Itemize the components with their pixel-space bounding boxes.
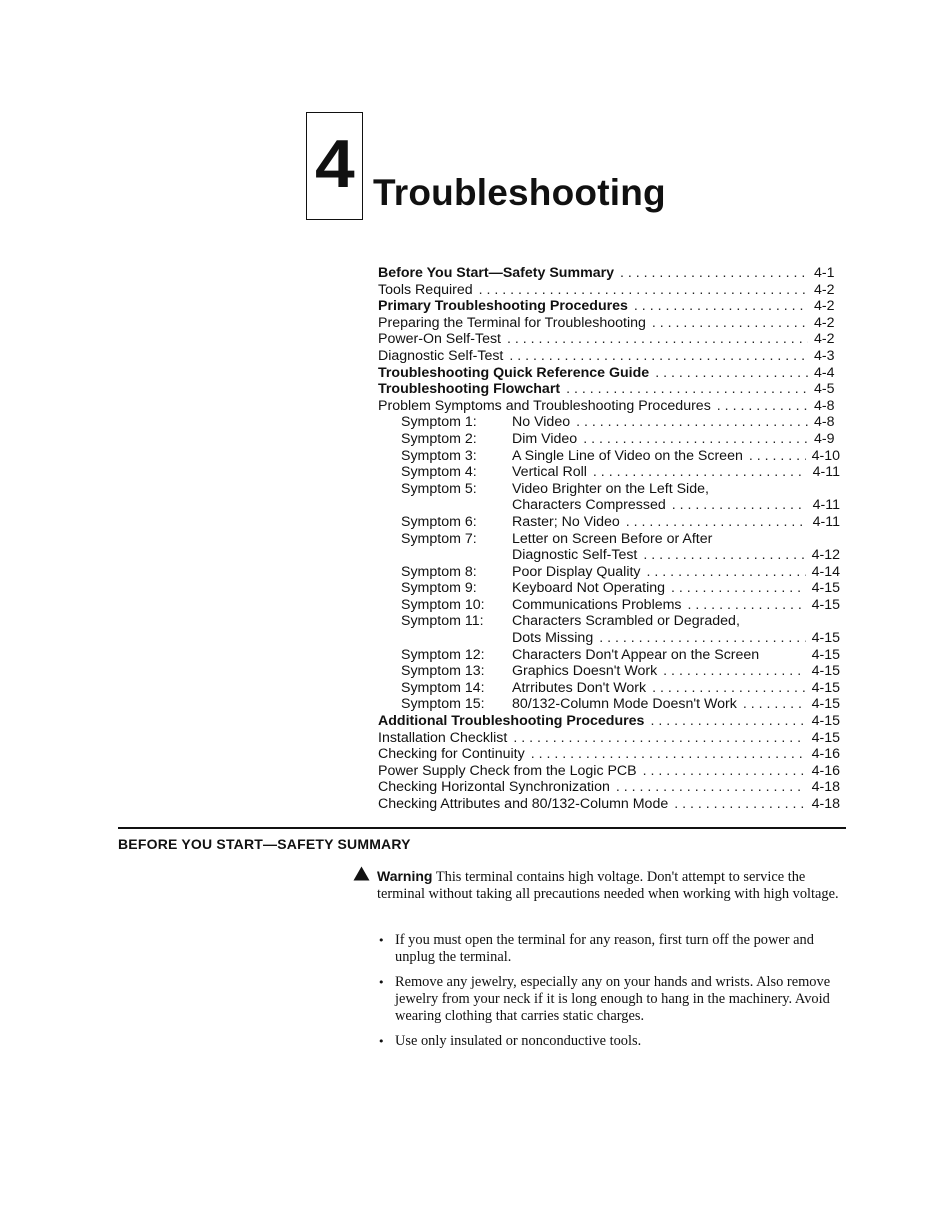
chapter-number-box [306, 112, 363, 220]
list-item: • If you must open the terminal for any reason, first turn off the power and unplug the terminal. [378, 932, 814, 965]
toc-row [378, 348, 840, 365]
toc-page-number: 4-8 [814, 397, 835, 414]
toc-symptom-label: Symptom 10: [401, 596, 485, 613]
toc-symptom-label: Symptom 12: [401, 646, 485, 663]
toc-entry-text: Diagnostic Self-Test [378, 347, 504, 364]
toc-entry-text: Vertical Roll [512, 464, 587, 481]
toc-page-number: 4-16 [811, 746, 840, 763]
toc-page-number: 4-11 [812, 497, 840, 514]
toc-page-number: 4-10 [811, 447, 840, 464]
toc-leader-dots [717, 398, 808, 415]
toc-symptom-label: Symptom 2: [401, 430, 477, 447]
toc-entry-text: Dim Video [512, 430, 578, 447]
toc-page-number: 4-15 [811, 580, 840, 597]
toc-symptom-label: Symptom 14: [401, 679, 485, 696]
toc-row [378, 448, 840, 465]
toc-entry-text: Checking Horizontal Synchronization [378, 779, 610, 796]
toc-entry-text: Additional Troubleshooting Procedures [378, 713, 645, 730]
chapter-title: Troubleshooting [373, 172, 666, 213]
toc-leader-dots [479, 282, 808, 299]
toc-entry-text: Characters Don't Appear on the Screen [512, 646, 760, 663]
toc-entry-text: 80/132-Column Mode Doesn't Work [512, 696, 737, 713]
toc-page-number: 4-5 [814, 381, 835, 398]
toc-page-number: 4-16 [811, 762, 840, 779]
toc-row [378, 680, 840, 697]
toc-leader-dots [674, 796, 805, 813]
warning-triangle-icon [353, 866, 370, 881]
toc-leader-dots [513, 730, 805, 747]
toc-row [378, 630, 840, 647]
toc-row [378, 763, 840, 780]
toc-leader-dots [507, 331, 808, 348]
toc-page-number: 4-12 [811, 547, 840, 564]
table-of-contents [378, 265, 840, 813]
toc-row [378, 613, 840, 630]
toc-page-number: 4-15 [811, 596, 840, 613]
toc-entry-text: Troubleshooting Flowchart [378, 381, 561, 398]
toc-row [378, 713, 840, 730]
toc-entry-text: Problem Symptoms and Troubleshooting Procedures [378, 397, 711, 414]
toc-page-number: 4-11 [812, 464, 840, 481]
toc-page-number: 4-9 [814, 430, 835, 447]
toc-entry-text: Before You Start—Safety Summary [378, 265, 615, 281]
toc-page-number: 4-15 [811, 630, 840, 647]
toc-row [378, 497, 840, 514]
toc-leader-dots [652, 315, 808, 332]
toc-leader-dots [655, 365, 808, 382]
toc-row [378, 331, 840, 348]
toc-row [378, 779, 840, 796]
warning-paragraph [377, 868, 842, 903]
toc-row [378, 282, 840, 299]
toc-row [378, 265, 840, 282]
toc-row [378, 464, 840, 481]
toc-entry-text: Poor Display Quality [512, 563, 641, 580]
toc-entry-text: Characters Compressed [512, 497, 666, 514]
toc-row [378, 531, 840, 548]
section-heading: BEFORE YOU START—SAFETY SUMMARY [118, 836, 411, 852]
toc-row [378, 547, 840, 564]
toc-row [378, 398, 840, 415]
toc-page-number: 4-15 [811, 646, 840, 663]
toc-leader-dots [671, 580, 806, 597]
toc-symptom-label: Symptom 7: [401, 530, 477, 547]
warning-text: This terminal contains high voltage. Don't attempt to service the terminal without taking all precautions needed when working with high voltage. [377, 869, 839, 902]
toc-page-number: 4-14 [811, 563, 840, 580]
toc-page-number: 4-1 [814, 265, 835, 281]
toc-entry-text: Diagnostic Self-Test [512, 547, 638, 564]
toc-leader-dots [616, 779, 806, 796]
toc-symptom-label: Symptom 3: [401, 447, 477, 464]
toc-entry-text: No Video [512, 414, 571, 431]
toc-row [378, 647, 840, 664]
toc-entry-text: Communications Problems [512, 596, 682, 613]
toc-entry-text: A Single Line of Video on the Screen [512, 447, 743, 464]
toc-page-number: 4-2 [814, 331, 835, 348]
toc-entry-text: Checking Attributes and 80/132-Column Mode [378, 796, 669, 812]
toc-row [378, 696, 840, 713]
toc-row [378, 481, 840, 498]
warning-label: Warning [377, 868, 433, 884]
toc-leader-dots [509, 348, 808, 365]
toc-page-number: 4-2 [814, 281, 835, 298]
toc-entry-text: Letter on Screen Before or After [512, 530, 713, 547]
toc-leader-dots [743, 696, 806, 713]
bullet-icon: • [378, 1035, 385, 1048]
toc-symptom-label: Symptom 8: [401, 563, 477, 580]
list-item: • Remove any jewelry, especially any on your hands and wrists. Also remove jewelry from your neck if it is long enough to hang in the machinery. Avoid wearing clothing that carries static charges. [378, 974, 831, 1024]
toc-row [378, 564, 840, 581]
toc-row [378, 431, 840, 448]
toc-leader-dots [626, 514, 807, 531]
toc-entry-text: Preparing the Terminal for Troubleshooting [378, 314, 646, 331]
toc-page-number: 4-4 [814, 364, 835, 381]
safety-bullet-list [377, 932, 845, 1058]
toc-leader-dots [688, 597, 806, 614]
toc-leader-dots [566, 381, 808, 398]
toc-symptom-label: Symptom 9: [401, 580, 477, 597]
toc-leader-dots [749, 448, 806, 465]
toc-row [378, 746, 840, 763]
toc-symptom-label: Symptom 13: [401, 663, 485, 680]
toc-leader-dots [643, 547, 805, 564]
toc-page-number: 4-15 [811, 696, 840, 713]
toc-leader-dots [647, 564, 806, 581]
toc-leader-dots [583, 431, 808, 448]
toc-leader-dots [663, 663, 805, 680]
toc-entry-text: Graphics Doesn't Work [512, 663, 658, 680]
toc-row [378, 796, 840, 813]
toc-symptom-label: Symptom 5: [401, 480, 477, 497]
toc-leader-dots [531, 746, 806, 763]
toc-entry-text: Troubleshooting Quick Reference Guide [378, 364, 650, 381]
toc-leader-dots [620, 265, 808, 282]
toc-page-number: 4-15 [811, 679, 840, 696]
toc-row [378, 597, 840, 614]
toc-row [378, 414, 840, 431]
list-item: • Use only insulated or nonconductive tools. [378, 1033, 642, 1049]
toc-leader-dots [576, 414, 808, 431]
toc-leader-dots [672, 497, 807, 514]
toc-page-number: 4-2 [814, 314, 835, 331]
toc-entry-text: Power-On Self-Test [378, 331, 501, 348]
toc-page-number: 4-15 [811, 729, 840, 746]
toc-row [378, 580, 840, 597]
toc-page-number: 4-15 [811, 663, 840, 680]
toc-page-number: 4-15 [811, 713, 840, 730]
toc-entry-text: Power Supply Check from the Logic PCB [378, 762, 637, 779]
toc-page-number: 4-2 [814, 298, 835, 315]
toc-entry-text: Video Brighter on the Left Side, [512, 480, 709, 497]
toc-leader-dots [634, 298, 808, 315]
toc-row [378, 381, 840, 398]
toc-row [378, 365, 840, 382]
toc-row [378, 730, 840, 747]
section-rule [118, 827, 846, 829]
toc-leader-dots [643, 763, 806, 780]
toc-leader-dots [593, 464, 807, 481]
toc-row [378, 663, 840, 680]
toc-entry-text: Keyboard Not Operating [512, 580, 666, 597]
toc-leader-dots [652, 680, 805, 697]
toc-entry-text: Raster; No Video [512, 513, 620, 530]
bullet-icon: • [378, 934, 385, 947]
bullet-icon: • [378, 976, 385, 989]
toc-leader-dots [599, 630, 805, 647]
toc-entry-text: Dots Missing [512, 630, 594, 647]
toc-entry-text: Installation Checklist [378, 729, 508, 746]
chapter-number: 4 [314, 126, 355, 202]
toc-page-number: 4-18 [811, 796, 840, 812]
toc-entry-text: Characters Scrambled or Degraded, [512, 613, 740, 630]
toc-page-number: 4-11 [812, 513, 840, 530]
toc-page-number: 4-3 [814, 347, 835, 364]
toc-row [378, 514, 840, 531]
toc-row [378, 315, 840, 332]
toc-leader-dots [650, 713, 805, 730]
toc-entry-text: Tools Required [378, 281, 473, 298]
toc-row [378, 298, 840, 315]
toc-symptom-label: Symptom 6: [401, 513, 477, 530]
toc-symptom-label: Symptom 4: [401, 464, 477, 481]
toc-entry-text: Atrributes Don't Work [512, 679, 647, 696]
toc-entry-text: Checking for Continuity [378, 746, 525, 763]
toc-symptom-label: Symptom 15: [401, 696, 485, 713]
toc-symptom-label: Symptom 1: [401, 414, 477, 431]
toc-page-number: 4-18 [811, 779, 840, 796]
toc-symptom-label: Symptom 11: [401, 613, 484, 630]
toc-page-number: 4-8 [814, 414, 835, 431]
toc-entry-text: Primary Troubleshooting Procedures [378, 298, 628, 315]
